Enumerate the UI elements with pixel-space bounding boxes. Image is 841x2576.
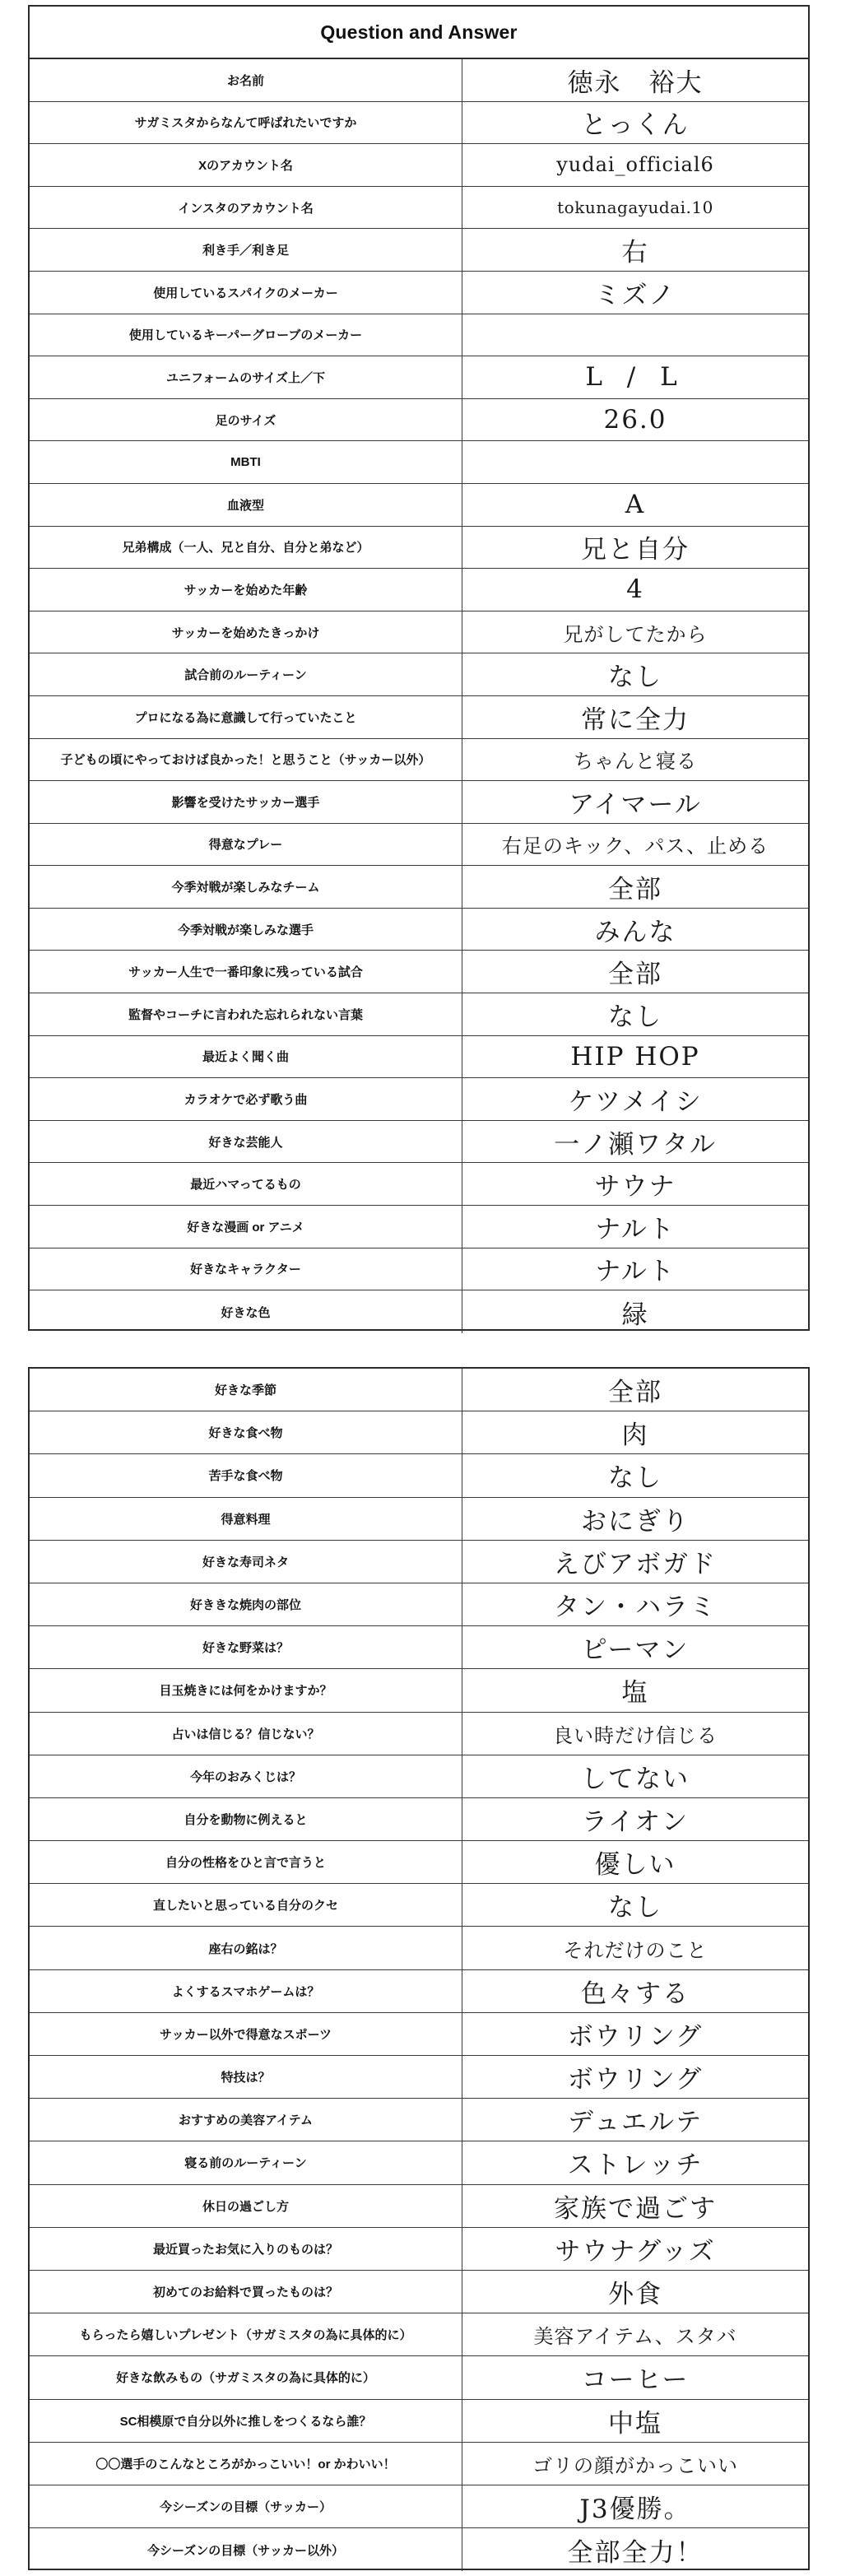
handwritten-answer: 塩 (621, 1678, 649, 1709)
handwritten-answer (462, 314, 808, 356)
handwritten-answer: 兄がしてたから (563, 622, 708, 646)
question-label: 座右の銘は？ (30, 1927, 462, 1969)
question-label: 目玉焼きには何をかけますか？ (30, 1669, 462, 1711)
question-label: 最近買ったお気に入りのものは？ (30, 2228, 462, 2270)
question-label: 好きな寿司ネタ (30, 1541, 462, 1583)
question-label: 占いは信じる？信じない？ (30, 1713, 462, 1755)
table-row (30, 187, 808, 230)
handwritten-answer: 美容アイテム、スタバ (533, 2325, 737, 2349)
question-label: よくするスマホゲームは？ (30, 1970, 462, 2012)
table-row (30, 1541, 808, 1583)
question-label: 監督やコーチに言われた忘れられない言葉 (30, 993, 462, 1035)
table-row (30, 993, 808, 1036)
handwritten-answer: ミズノ (594, 280, 676, 310)
question-label: サガミスタからなんて呼ばれたいですか (30, 102, 462, 144)
question-label: 好きな漫画 or アニメ (30, 1206, 462, 1248)
question-label: サッカーを始めた年齢 (30, 569, 462, 611)
sheet-title: Question and Answer (30, 7, 808, 59)
question-label: プロになる為に意識して行っていたこと (30, 696, 462, 738)
handwritten-answer: 常に全力 (581, 704, 690, 735)
question-label: ユニフォームのサイズ上／下 (30, 356, 462, 398)
handwritten-answer: A (625, 490, 646, 520)
question-label: 自分の性格をひと言で言うと (30, 1841, 462, 1883)
table-row (30, 2400, 808, 2443)
handwritten-answer: 26.0 (603, 405, 667, 435)
question-label: 試合前のルーティーン (30, 653, 462, 695)
question-label: 最近よく聞く曲 (30, 1036, 462, 1078)
question-label: もらったら嬉しいプレゼント（サガミスタの為に具体的に） (30, 2313, 462, 2355)
handwritten-answer: 全部 (608, 960, 662, 990)
handwritten-answer (462, 441, 808, 483)
table-row (30, 696, 808, 739)
table-row (30, 1248, 808, 1291)
handwritten-answer: なし (608, 1002, 662, 1032)
handwritten-answer: ピーマン (581, 1635, 690, 1666)
table-row (30, 1206, 808, 1248)
question-label: サッカー人生で一番印象に残っている試合 (30, 951, 462, 993)
table-row (30, 2528, 808, 2571)
handwritten-answer: コーヒー (581, 2365, 690, 2396)
question-label: 今年のおみくじは？ (30, 1755, 462, 1797)
handwritten-answer: yudai_official6 (556, 153, 714, 177)
question-label: 足のサイズ (30, 399, 462, 441)
table-row (30, 1583, 808, 1626)
handwritten-answer: 全部 (608, 875, 662, 905)
table-row (30, 2099, 808, 2141)
handwritten-answer: ケツメイシ (568, 1087, 703, 1118)
handwritten-answer: 外食 (608, 2280, 662, 2310)
handwritten-answer: デュエルテ (567, 2108, 704, 2138)
handwritten-answer: 中塩 (608, 2408, 662, 2439)
handwritten-answer: えびアボガド (554, 1549, 717, 1579)
table-row (30, 739, 808, 782)
question-label: 兄弟構成（一人、兄と自分、自分と弟など） (30, 527, 462, 569)
question-label: MBTI (30, 441, 462, 483)
table-row (30, 2185, 808, 2228)
handwritten-answer: 徳永 裕大 (567, 67, 704, 98)
handwritten-answer: 一ノ瀬ワタル (554, 1129, 717, 1160)
table-row (30, 1290, 808, 1333)
question-label: 好ききな焼肉の部位 (30, 1583, 462, 1625)
table-row (30, 1121, 808, 1164)
question-label: インスタのアカウント名 (30, 187, 462, 229)
handwritten-answer: ちゃんと寝る (574, 750, 697, 774)
question-label: 初めてのお給料で買ったものは？ (30, 2271, 462, 2313)
table-row (30, 2356, 808, 2399)
handwritten-answer: サウナグッズ (555, 2236, 716, 2267)
handwritten-answer: ナルト (595, 1214, 676, 1244)
question-label: 今シーズンの目標（サッカー以外） (30, 2528, 462, 2571)
table-row (30, 653, 808, 696)
question-label: おすすめの美容アイテム (30, 2099, 462, 2141)
handwritten-answer: J3優勝。 (579, 2494, 691, 2524)
question-label: 好きなキャラクター (30, 1248, 462, 1290)
handwritten-answer: ボウリング (567, 2065, 704, 2095)
table-row (30, 2056, 808, 2099)
table-row (30, 781, 808, 824)
table-row (30, 569, 808, 611)
table-row (30, 1669, 808, 1712)
table-row (30, 2141, 808, 2184)
handwritten-answer: 右 (621, 238, 649, 268)
handwritten-answer: みんな (594, 917, 676, 947)
qa-sheet-page-2 (28, 1367, 810, 2570)
table-row (30, 1163, 808, 1206)
handwritten-answer: なし (608, 663, 662, 693)
handwritten-answer: tokunagayudai.10 (557, 198, 713, 218)
table-row (30, 1411, 808, 1454)
handwritten-answer: してない (581, 1764, 690, 1794)
question-label: 休日の過ごし方 (30, 2185, 462, 2227)
question-label: 特技は？ (30, 2056, 462, 2098)
table-row (30, 441, 808, 484)
handwritten-answer: なし (608, 1463, 662, 1494)
table-row (30, 866, 808, 909)
table-row (30, 2013, 808, 2056)
handwritten-answer: アイマール (569, 789, 702, 820)
question-label: 今シーズンの目標（サッカー） (30, 2485, 462, 2527)
handwritten-answer: 緑 (621, 1300, 649, 1330)
question-label: 今季対戦が楽しみなチーム (30, 866, 462, 908)
table-row (30, 1369, 808, 1411)
question-label: カラオケで必ず歌う曲 (30, 1078, 462, 1120)
table-row (30, 1713, 808, 1755)
table-row (30, 2485, 808, 2528)
table-row (30, 1626, 808, 1669)
table-row (30, 1078, 808, 1121)
table-row (30, 1755, 808, 1798)
table-row (30, 824, 808, 867)
question-label: SC相模原で自分以外に推しをつくるなら誰？ (30, 2400, 462, 2442)
question-label: 利き手／利き足 (30, 229, 462, 271)
table-row (30, 144, 808, 187)
qa-sheet-page-1 (28, 5, 810, 1331)
handwritten-answer: ライオン (581, 1806, 690, 1837)
table-row (30, 2313, 808, 2356)
table-row (30, 399, 808, 442)
table-row (30, 484, 808, 527)
handwritten-answer: とっくん (581, 110, 690, 141)
question-label: 得意なプレー (30, 824, 462, 866)
question-label: 影響を受けたサッカー選手 (30, 781, 462, 823)
qa-table-2 (30, 1369, 808, 2571)
question-label: 苦手な食べ物 (30, 1454, 462, 1496)
table-row (30, 314, 808, 357)
question-label: 直したいと思っている自分のクセ (30, 1884, 462, 1926)
question-label: 〇〇選手のこんなところがかっこいい！or かわいい！ (30, 2443, 462, 2485)
question-label: 最近ハマってるもの (30, 1163, 462, 1205)
table-row (30, 909, 808, 951)
table-row (30, 1798, 808, 1841)
question-label: 今季対戦が楽しみな選手 (30, 909, 462, 951)
table-row (30, 611, 808, 654)
handwritten-answer: 色々する (581, 1978, 690, 2009)
question-label: サッカーを始めたきっかけ (30, 611, 462, 653)
handwritten-answer: なし (608, 1893, 662, 1923)
handwritten-answer: それだけのこと (563, 1938, 708, 1962)
handwritten-answer: 肉 (621, 1421, 649, 1451)
question-label: 使用しているスパイクのメーカー (30, 272, 462, 314)
table-row (30, 1498, 808, 1541)
question-label: 好きな野菜は？ (30, 1626, 462, 1668)
question-label: 得意料理 (30, 1498, 462, 1540)
question-label: 子どもの頃にやっておけば良かった！と思うこと（サッカー以外） (30, 739, 462, 781)
handwritten-answer: ナルト (595, 1257, 676, 1287)
question-label: サッカー以外で得意なスポーツ (30, 2013, 462, 2055)
table-row (30, 59, 808, 102)
question-label: 好きな飲みもの（サガミスタの為に具体的に） (30, 2356, 462, 2398)
table-row (30, 1841, 808, 1884)
question-label: 好きな芸能人 (30, 1121, 462, 1163)
handwritten-answer: L / L (585, 362, 685, 393)
table-row (30, 1884, 808, 1927)
handwritten-answer: 右足のキック、パス、止める (501, 835, 769, 858)
table-row (30, 1970, 808, 2013)
question-label: 好きな季節 (30, 1369, 462, 1411)
question-label: 使用しているキーパーグローブのメーカー (30, 314, 462, 356)
table-row (30, 356, 808, 399)
handwritten-answer: 兄と自分 (581, 535, 690, 565)
handwritten-answer: ストレッチ (567, 2151, 704, 2181)
handwritten-answer: サウナ (594, 1172, 676, 1202)
table-row (30, 2271, 808, 2313)
handwritten-answer: HIP HOP (570, 1041, 700, 1072)
question-label: 自分を動物に例えると (30, 1798, 462, 1840)
question-label: 寝る前のルーティーン (30, 2141, 462, 2183)
table-row (30, 2443, 808, 2485)
qa-table-1 (30, 59, 808, 1333)
table-row (30, 1927, 808, 1969)
table-row (30, 527, 808, 570)
handwritten-answer: 4 (626, 574, 644, 605)
table-row (30, 1454, 808, 1497)
handwritten-answer: ゴリの顔がかっこいい (532, 2453, 738, 2477)
question-label: 血液型 (30, 484, 462, 526)
handwritten-answer: おにぎり (581, 1506, 690, 1537)
handwritten-answer: 家族で過ごす (554, 2193, 717, 2224)
handwritten-answer: 良い時だけ信じる (553, 1723, 718, 1747)
question-label: お名前 (30, 59, 462, 101)
table-row (30, 272, 808, 314)
handwritten-answer: ボウリング (567, 2021, 704, 2052)
handwritten-answer: 優しい (594, 1850, 676, 1881)
table-row (30, 102, 808, 145)
table-row (30, 1036, 808, 1079)
question-label: 好きな食べ物 (30, 1411, 462, 1453)
table-row (30, 951, 808, 993)
table-row (30, 2228, 808, 2271)
handwritten-answer: 全部 (608, 1378, 662, 1408)
handwritten-answer: タン・ハラミ (554, 1593, 717, 1623)
table-row (30, 229, 808, 272)
handwritten-answer: 全部全力！ (567, 2537, 704, 2568)
question-label: 好きな色 (30, 1290, 462, 1333)
question-label: Xのアカウント名 (30, 144, 462, 186)
